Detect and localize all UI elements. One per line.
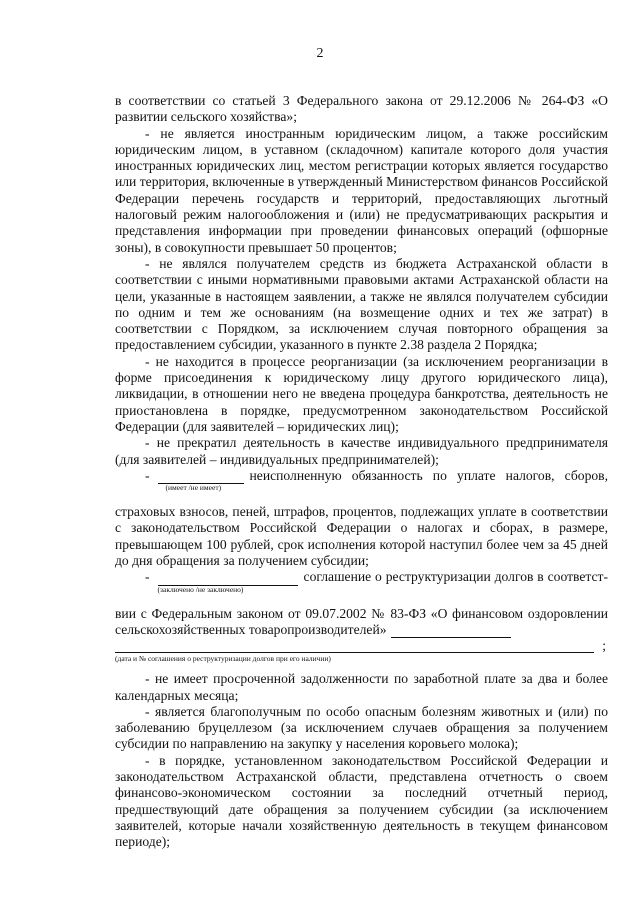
restructuring-cont-text: вии с Федеральным законом от 09.07.2002 № 83-ФЗ «О финансовом оздоровлении сельскохозяйственных товаропроизводителей» (115, 605, 608, 637)
page-number: 2 (316, 46, 324, 61)
paragraph-tax-obligation-cont: страховых взносов, пеней, штрафов, процентов, подлежащих уплате в соответствии с законодательством Российской Федерации о налогах и сборах, в размере, превышающем 100 рублей, срок исполнения которой наступил более чем за 45 дней до дня обращения за получением субсидии; (115, 504, 608, 569)
semicolon: ; (602, 637, 606, 653)
restructuring-caption: (заключено /не заключено) (157, 584, 244, 594)
tax-obligation-line (115, 467, 608, 493)
paragraph-restructuring-cont (115, 606, 608, 639)
restructuring-blank[interactable] (157, 571, 298, 594)
restructuring-agreement-caption: (дата и № соглашения о реструктуризации долгов при его наличии) (115, 654, 331, 664)
paragraph-budget-funds: - не являлся получателем средств из бюджета Астраханской области в соответствии с иными нормативными правовыми актами Астраханской области на цели, указанные в настоящем заявлении, а также не являлся получателем субсидии по одним и тем же основаниям (на возмещение одних и тех же затрат) в соответствии с Порядком, за исключением случая повторного обращения за предоставлением субсидии, указанного в пункте 2.38 раздела 2 Порядка; (115, 255, 608, 353)
paragraph-law-reference: в соответствии со статьей 3 Федерального закона от 29.12.2006 № 264-ФЗ «О развитии сельского хозяйства»; (115, 93, 608, 125)
tax-obligation-caption: (имеет /не имеет) (165, 483, 222, 493)
paragraph-salary-debt: - не имеет просроченной задолженности по заработной плате за два и более календарных месяца; (115, 671, 608, 703)
paragraph-foreign-entity: - не является иностранным юридическим лицом, а также российским юридическим лицом, в уставном (складочном) капитале которого доля участия иностранных юридических лиц, местом регистрации которых является государство или территория, включенные в утвержденный Министерством финансов Российской Федерации перечень государств и территорий, предоставляющих льготный налоговый режим налогообложения и (или) не предусматривающих раскрытия и представления информации при проведении финансовых операций (офшорные зоны), в совокупности превышает 50 процентов; (115, 125, 608, 255)
paragraph-reorganization: - не находится в процессе реорганизации (за исключением реорганизации в форме присоединения к юридическому лицу другого юридического лица), ликвидации, в отношении него не введена процедура банкротства, деятельность не приостановлена в порядке, предусмотренном законодательством Российской Федерации (для заявителей – юридических лиц); (115, 353, 608, 434)
tax-obligation-blank[interactable] (158, 469, 244, 493)
paragraph-animal-disease: - является благополучным по особо опасным болезням животных и (или) по заболеванию бруцеллезом (за исключением случаев обращения за получением субсидии по направлению на закупку у населения коровьего молока); (115, 703, 608, 752)
paragraph-financial-reporting: - в порядке, установленном законодательством Российской Федерации и законодательством Астраханской области, представлена отчетность о своем финансово-экономическом состоянии за последний отчетный период, предшествующий дате обращения за получением субсидии (за исключением заявителей, которые начали хозяйственную деятельность в текущем финансовом периоде); (115, 752, 608, 850)
restructuring-text: соглашение о реструктуризации долгов в соответст- (303, 569, 608, 585)
dash-marker: - (145, 467, 150, 483)
restructuring-line (115, 569, 608, 594)
paragraph-entrepreneur: - не прекратил деятельность в качестве индивидуального предпринимателя (для заявителей – индивидуальных предпринимателей); (115, 435, 608, 467)
restructuring-inline-blank[interactable] (391, 623, 511, 638)
restructuring-agreement-field[interactable] (115, 637, 606, 653)
tax-obligation-text: неисполненную обязанность по уплате налогов, сборов, (249, 467, 608, 483)
document-body (115, 93, 608, 850)
dash-marker: - (145, 569, 150, 585)
